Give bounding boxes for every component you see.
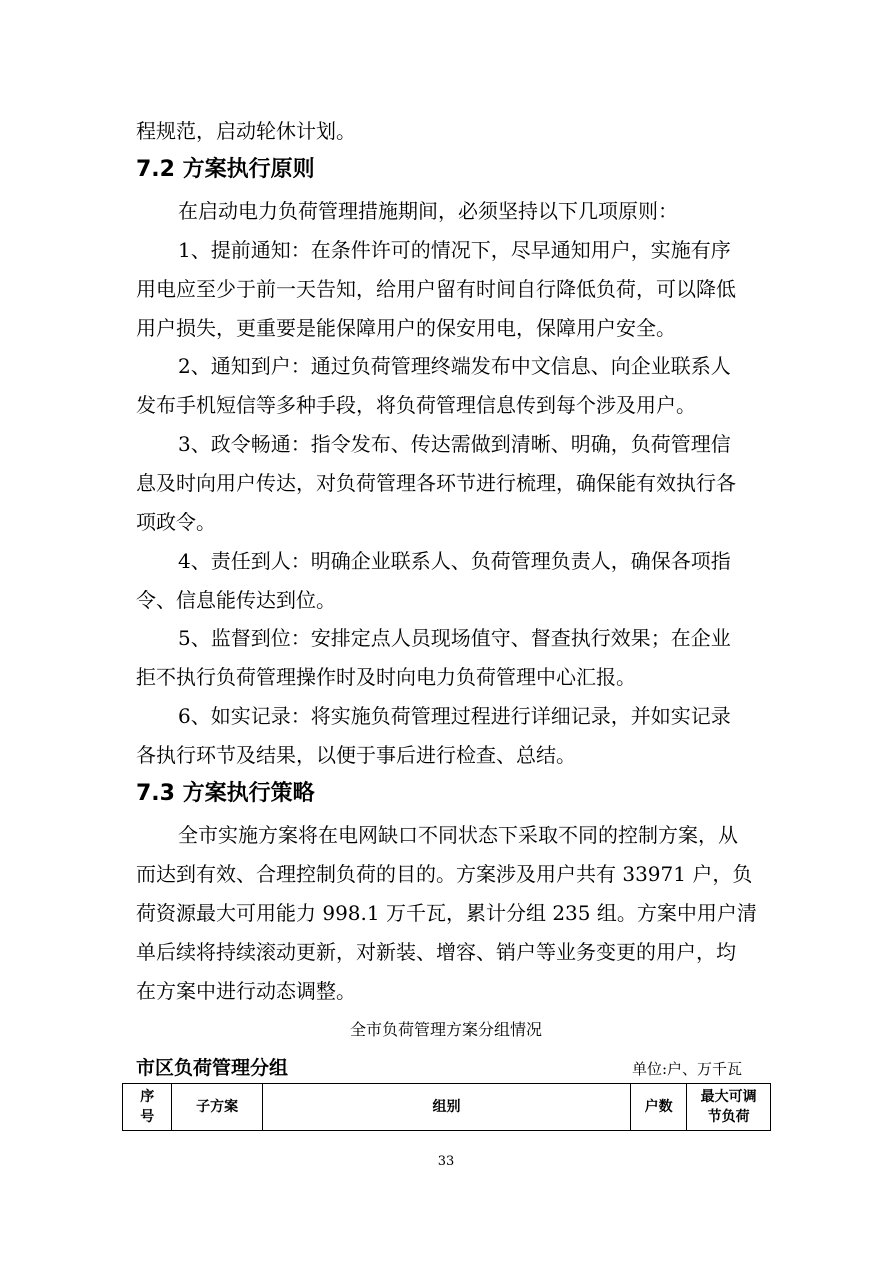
principle-2-line-2: 发布手机短信等多种手段，将负荷管理信息传到每个涉及用户。 [136, 393, 696, 417]
header-seq-line-2: 号 [140, 1109, 155, 1125]
principle-3-line-2: 息及时向用户传达，对负荷管理各环节进行梳理，确保能有效执行各 [136, 471, 736, 495]
section-7-3-heading: 7.3 方案执行策略 [136, 781, 315, 806]
header-seq-line-1: 序 [140, 1089, 155, 1105]
principle-5-line-1: 5、监督到位：安排定点人员现场值守、督查执行效果；在企业 [178, 626, 731, 650]
header-max-load [687, 1084, 771, 1131]
principle-3-line-3: 项政令。 [136, 510, 216, 534]
principle-4-line-1: 4、责任到人：明确企业联系人、负荷管理负责人，确保各项指 [178, 549, 731, 573]
grouping-table [122, 1083, 771, 1131]
principle-5-line-2: 拒不执行负荷管理操作时及时向电力负荷管理中心汇报。 [136, 665, 636, 689]
header-max-load-line-1: 最大可调 [700, 1089, 757, 1105]
principle-1-line-2: 用电应至少于前一天告知，给用户留有时间自行降低负荷，可以降低 [136, 277, 736, 301]
strategy-line-1: 全市实施方案将在电网缺口不同状态下采取不同的控制方案，从 [178, 823, 738, 847]
header-seq [123, 1084, 172, 1131]
principle-2-line-1: 2、通知到户：通过负荷管理终端发布中文信息、向企业联系人 [178, 354, 731, 378]
intro-line: 在启动电力负荷管理措施期间，必须坚持以下几项原则： [178, 199, 678, 223]
principle-6-line-2: 各执行环节及结果，以便于事后进行检查、总结。 [136, 743, 576, 767]
strategy-line-5: 在方案中进行动态调整。 [136, 979, 356, 1003]
strategy-line-4: 单后续将持续滚动更新，对新装、增容、销户等业务变更的用户，均 [136, 940, 736, 964]
table-caption: 全市负荷管理方案分组情况 [349, 1020, 542, 1039]
principle-6-line-1: 6、如实记录：将实施负荷管理过程进行详细记录，并如实记录 [178, 704, 731, 728]
principle-3-line-1: 3、政令畅通：指令发布、传达需做到清晰、明确，负荷管理信 [178, 432, 731, 456]
strategy-line-2: 而达到有效、合理控制负荷的目的。方案涉及用户共有 33971 户，负 [136, 862, 753, 886]
header-sub-plan: 子方案 [172, 1084, 263, 1131]
section-7-2-heading: 7.2 方案执行原则 [136, 157, 315, 182]
header-max-load-line-2: 节负荷 [707, 1109, 750, 1125]
strategy-line-3: 荷资源最大可用能力 998.1 万千瓦，累计分组 235 组。方案中用户清 [136, 901, 757, 925]
principle-1-line-3: 用户损失，更重要是能保障用户的保安用电，保障用户安全。 [136, 316, 676, 340]
table-unit: 单位:户、万千瓦 [632, 1060, 743, 1078]
table-title: 市区负荷管理分组 [136, 1057, 289, 1079]
table-header-row [123, 1084, 771, 1131]
continuation-line: 程规范，启动轮休计划。 [136, 119, 356, 143]
principle-1-line-1: 1、提前通知：在条件许可的情况下，尽早通知用户，实施有序 [178, 238, 731, 262]
header-group: 组别 [262, 1084, 630, 1131]
header-households: 户数 [631, 1084, 687, 1131]
page-number: 33 [437, 1154, 455, 1169]
principle-4-line-2: 令、信息能传达到位。 [136, 588, 336, 612]
